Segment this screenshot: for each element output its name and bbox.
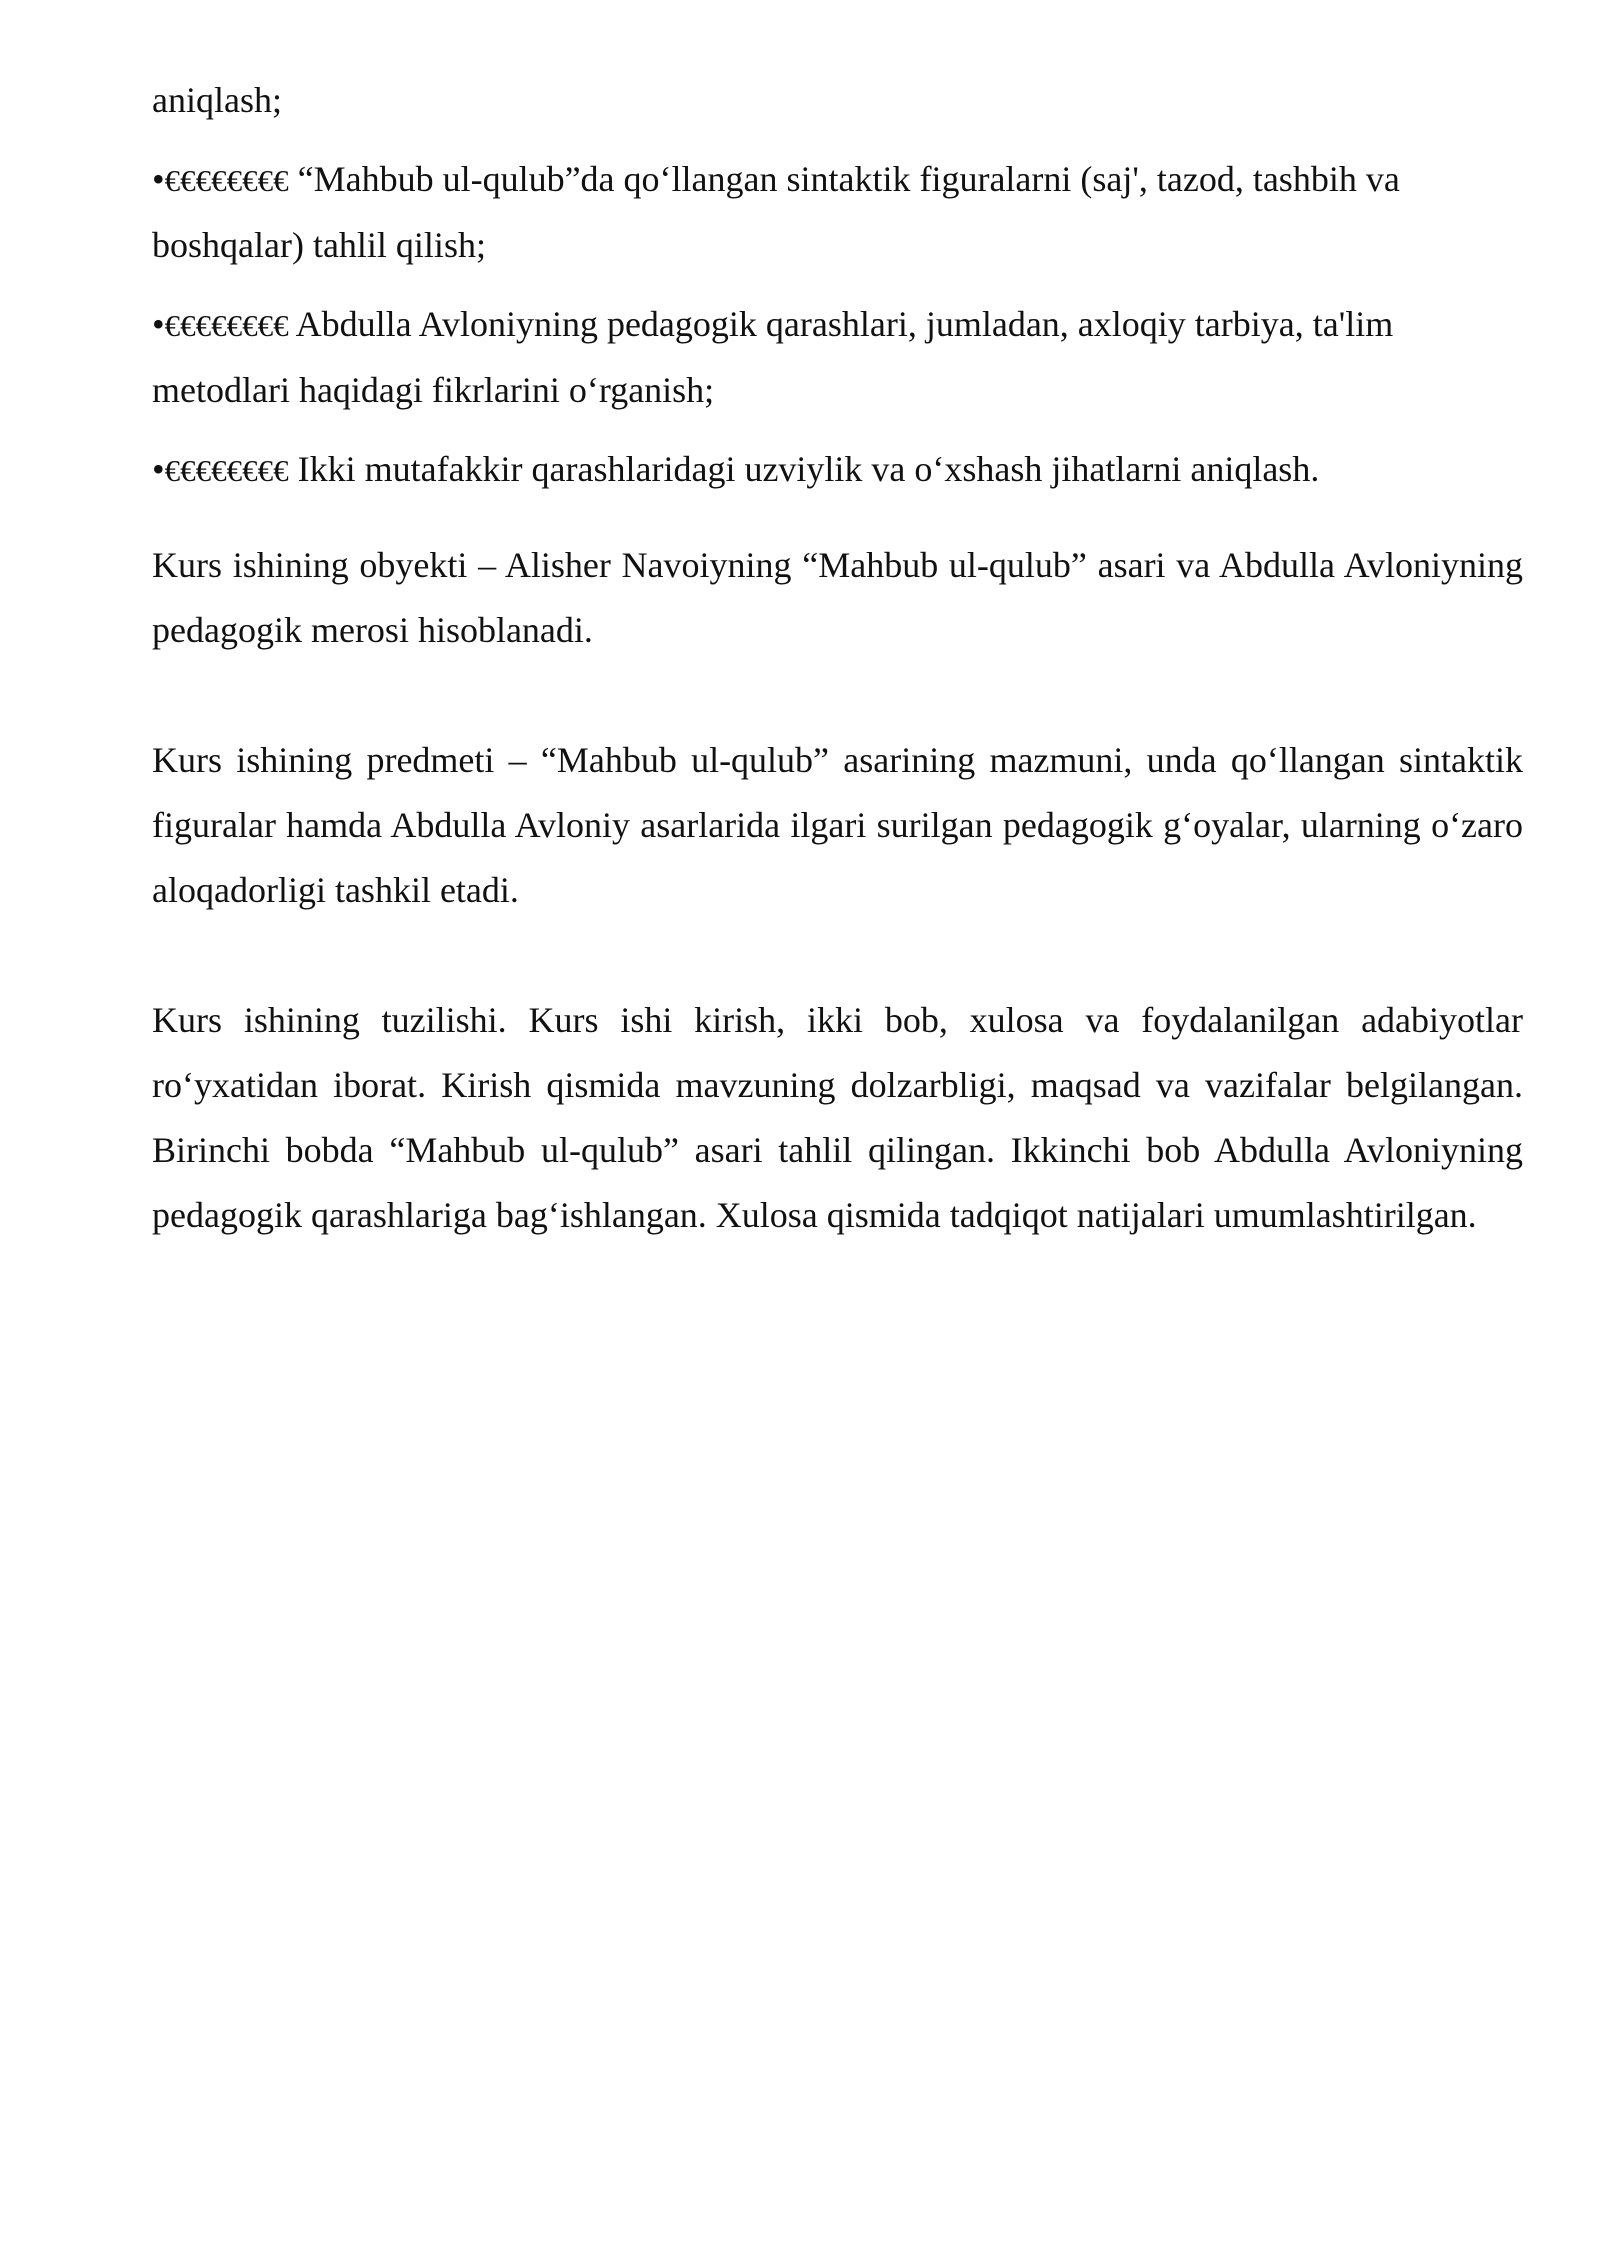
object-text: Alisher Navoiyning “Mahbub ul-qulub” asari va Abdulla Avloniyning pedagogik merosi hisoblanadi. <box>152 545 1524 650</box>
subject-paragraph <box>152 728 1523 923</box>
bullet-item-3 <box>152 437 1523 503</box>
object-paragraph <box>152 533 1523 663</box>
structure-label: Kurs ishining tuzilishi. <box>152 1000 507 1040</box>
bullet-text: “Mahbub ul-qulub”da qo‘llangan sintaktik figuralarni (saj', tazod, tashbih va boshqalar) tahlil qilish; <box>152 159 1400 265</box>
bullet-filler: €€€€€€€€ <box>164 308 289 343</box>
subject-text: “Mahbub ul-qulub” asarining mazmuni, unda qo‘llangan sintaktik figuralar hamda Abdulla Avloniy asarlarida ilgari surilgan pedagogik g‘oyalar, ularning o‘zaro aloqadorligi tashkil etadi. <box>152 740 1523 910</box>
object-label: Kurs ishining obyekti <box>152 545 468 585</box>
bullet-icon: •€€€€€€€€ <box>152 159 289 199</box>
object-dash: – <box>467 545 505 585</box>
subject-dash: – <box>494 740 541 780</box>
bullet-filler: €€€€€€€€ <box>164 163 289 198</box>
document-page <box>152 68 1523 1248</box>
bullet-item-2 <box>152 292 1523 423</box>
bullet-item-1 <box>152 147 1523 278</box>
bullet-icon: •€€€€€€€€ <box>152 304 289 344</box>
structure-paragraph <box>152 988 1523 1248</box>
bullet-text: Ikki mutafakkir qarashlaridagi uzviylik va o‘xshash jihatlarni aniqlash. <box>297 449 1320 489</box>
bullet-filler: €€€€€€€€ <box>164 453 289 488</box>
subject-label: Kurs ishining predmeti <box>152 740 495 780</box>
structure-text: Kurs ishi kirish, ikki bob, xulosa va foydalanilgan adabiyotlar ro‘yxatidan iborat. Kirish qismida mavzuning dolzarbligi, maqsad va vazifalar belgilangan. Birinchi bobda “Mahbub ul-qulub” asari tahlil qilingan. Ikkinchi bob Abdulla Avloniyning pedagogik qarashlariga bag‘ishlangan. Xulosa qismida tadqiqot natijalari umumlashtirilgan. <box>152 1000 1523 1235</box>
bullet-text: Abdulla Avloniyning pedagogik qarashlari, jumladan, axloqiy tarbiya, ta'lim metodlari haqidagi fikrlarini o‘rganish; <box>152 304 1394 410</box>
list-continuation-line: aniqlash; <box>152 80 282 120</box>
bullet-icon: •€€€€€€€€ <box>152 449 289 489</box>
